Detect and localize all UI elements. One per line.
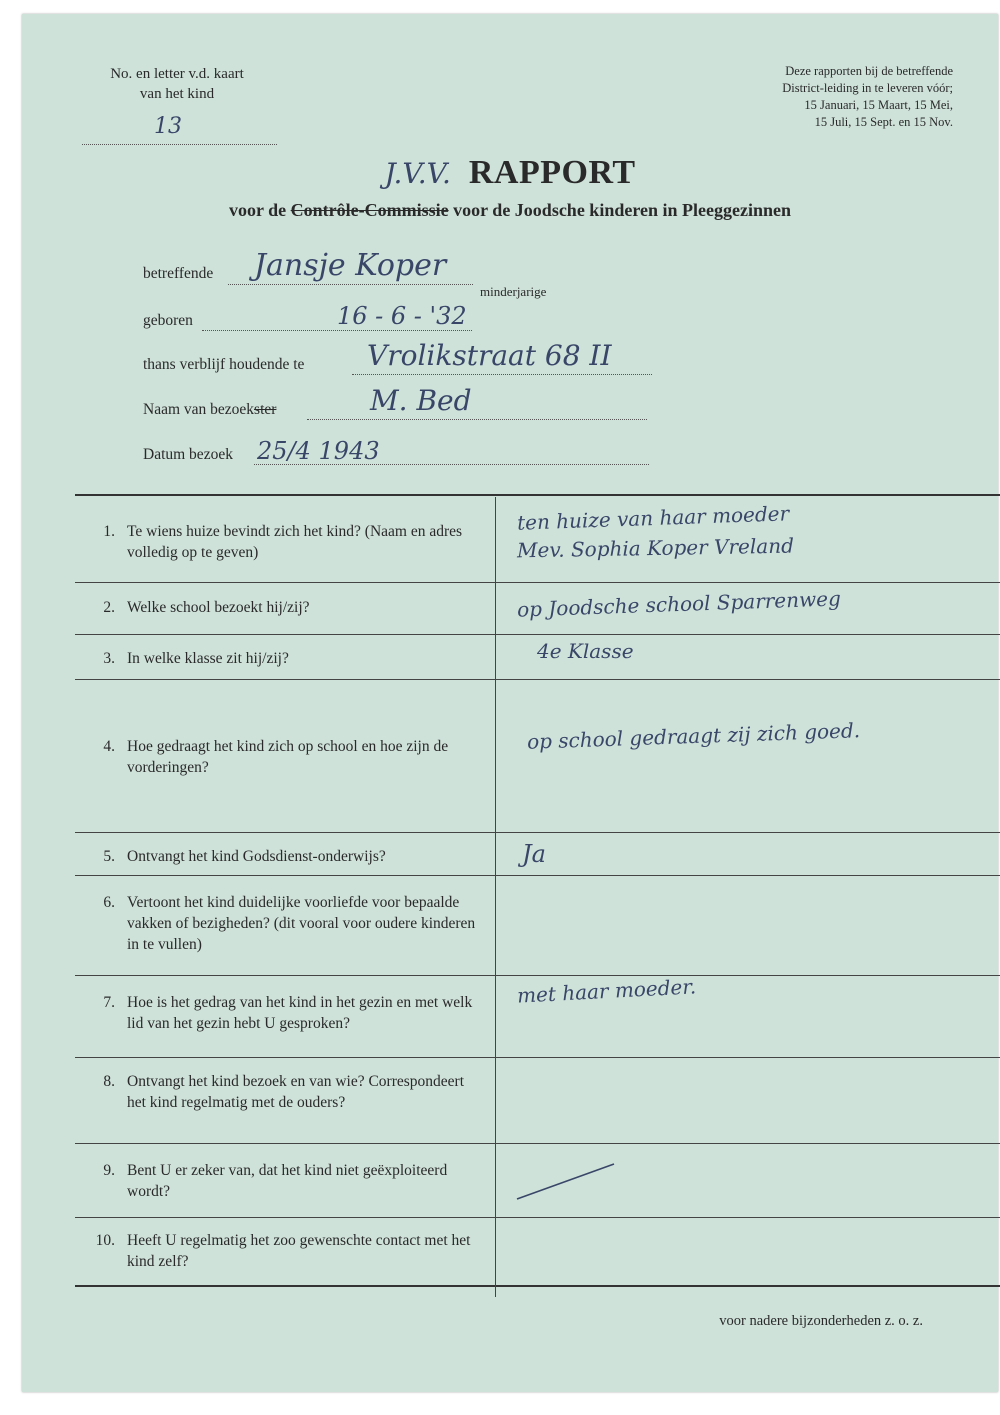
question-text: Te wiens huize bevindt zich het kind? (Naam en adres volledig op te geven) xyxy=(127,523,463,561)
question-text: Hoe is het gedrag van het kind in het gezin en met welk lid van het gezin hebt U gesproken? xyxy=(127,994,473,1032)
verblijf-label: thans verblijf houdende te xyxy=(143,356,305,373)
page-title: RAPPORT xyxy=(468,154,636,191)
verblijf-value: Vrolikstraat 68 II xyxy=(367,339,612,372)
column-divider xyxy=(495,497,496,1297)
answer-4: op school gedraagt zij zich goed. xyxy=(526,718,861,754)
betreffende-value: Jansje Koper xyxy=(254,248,447,283)
question-number: 7. xyxy=(103,994,115,1011)
row-divider-7 xyxy=(75,1057,1000,1058)
question-number: 4. xyxy=(103,738,115,755)
bezoeker-label-struck: ster xyxy=(254,401,277,418)
bezoeker-label-pre: Naam van bezoek xyxy=(143,401,255,418)
row-divider-8 xyxy=(75,1143,1000,1144)
card-number-line xyxy=(82,144,277,145)
betreffende-label: betreffende xyxy=(143,265,214,282)
question-number: 3. xyxy=(103,650,115,667)
betreffende-line[interactable] xyxy=(228,284,473,285)
row-divider-3 xyxy=(75,679,1000,680)
card-label-line1: No. en letter v.d. kaart xyxy=(110,66,244,82)
question-number: 6. xyxy=(103,894,115,911)
row-divider-4 xyxy=(75,832,1000,833)
answer-1-line1: ten huize van haar moeder xyxy=(516,501,790,535)
geboren-value: 16 - 6 - '32 xyxy=(337,302,467,330)
question-text: Bent U er zeker van, dat het kind niet geëxploiteerd wordt? xyxy=(127,1162,448,1200)
subtitle-struck: Contrôle-Commissie xyxy=(290,200,449,220)
bezoeker-line[interactable] xyxy=(307,419,647,420)
answer-3: 4e Klasse xyxy=(537,639,634,663)
answer-7: met haar moeder. xyxy=(516,974,697,1008)
table-bottom-border xyxy=(75,1285,1000,1287)
bezoeker-label xyxy=(143,401,276,419)
answer-2: op Joodsche school Sparrenweg xyxy=(516,586,842,622)
card-label-line2: van het kind xyxy=(139,86,215,102)
question-number: 2. xyxy=(103,599,115,616)
bezoeker-value: M. Bed xyxy=(370,384,472,417)
question-number: 8. xyxy=(103,1073,115,1090)
dash-stroke xyxy=(517,1164,614,1199)
datum-label: Datum bezoek xyxy=(143,446,233,463)
geboren-line[interactable] xyxy=(202,330,472,331)
answer-5: Ja xyxy=(522,840,546,868)
row-divider-5 xyxy=(75,875,1000,876)
question-text: Ontvangt het kind Godsdienst-onderwijs? xyxy=(127,848,386,865)
verblijf-line[interactable] xyxy=(352,374,652,375)
question-text: In welke klasse zit hij/zij? xyxy=(127,650,289,667)
title-row xyxy=(22,154,998,192)
table-top-border xyxy=(75,494,1000,496)
row-divider-9 xyxy=(75,1217,1000,1218)
row-divider-2 xyxy=(75,634,1000,635)
question-number: 1. xyxy=(103,523,115,540)
notice-line2: District-leiding in te leveren vóór; xyxy=(782,81,953,95)
card-number-label xyxy=(82,64,272,104)
handwritten-prefix: J.V.V. xyxy=(384,157,451,190)
card-number-value: 13 xyxy=(154,114,182,139)
row-divider-6 xyxy=(75,975,1000,976)
question-text: Hoe gedraagt het kind zich op school en hoe zijn de vorderingen? xyxy=(127,738,449,776)
answer-9-dash-mark xyxy=(512,1159,622,1204)
page-subtitle xyxy=(22,200,998,221)
answer-1-line2: Mev. Sophia Koper Vreland xyxy=(516,533,795,563)
question-text: Heeft U regelmatig het zoo gewenschte contact met het kind zelf? xyxy=(127,1232,471,1270)
geboren-label: geboren xyxy=(143,312,193,329)
question-number: 9. xyxy=(103,1162,115,1179)
question-number: 10. xyxy=(95,1232,115,1249)
row-divider-1 xyxy=(75,582,1000,583)
notice-line1: Deze rapporten bij de betreffende xyxy=(785,64,953,78)
minderjarige-label: minderjarige xyxy=(480,284,547,299)
question-text: Welke school bezoekt hij/zij? xyxy=(127,599,310,616)
footer-note: voor nadere bijzonderheden z. o. z. xyxy=(719,1313,923,1329)
subtitle-pre: voor de xyxy=(229,200,287,220)
question-text: Ontvangt het kind bezoek en van wie? Correspondeert het kind regelmatig met de ouders? xyxy=(127,1073,465,1111)
notice-line4: 15 Juli, 15 Sept. en 15 Nov. xyxy=(814,115,953,129)
datum-value: 25/4 1943 xyxy=(257,437,380,465)
subtitle-post: voor de Joodsche kinderen in Pleeggezinnen xyxy=(453,200,791,220)
report-form-sheet xyxy=(22,14,998,1392)
notice-line3: 15 Januari, 15 Maart, 15 Mei, xyxy=(804,98,953,112)
question-number: 5. xyxy=(103,848,115,865)
submission-notice xyxy=(733,63,953,131)
question-text: Vertoont het kind duidelijke voorliefde voor bepaalde vakken of bezigheden? (dit vooral voor oudere kinderen in te vullen) xyxy=(127,894,476,953)
